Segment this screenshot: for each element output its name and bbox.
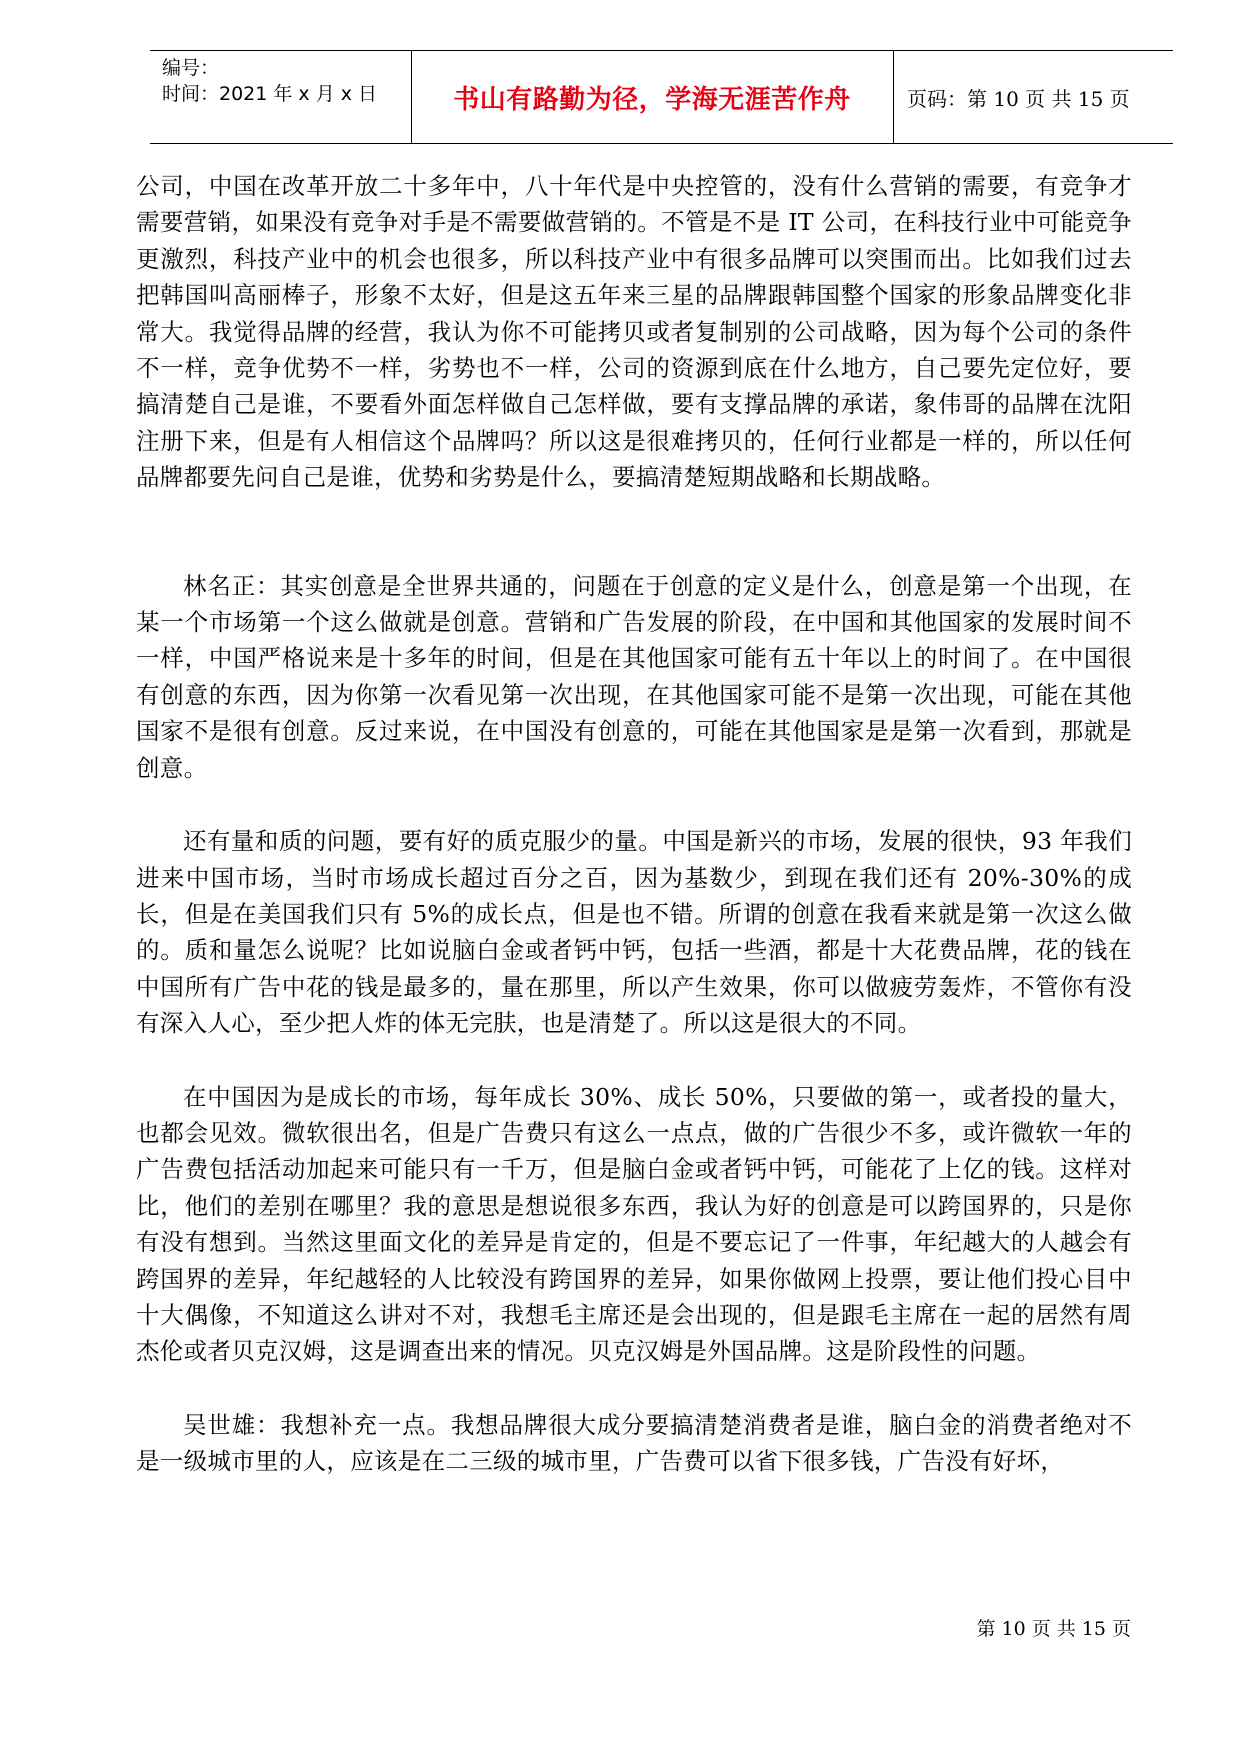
page-footer: 第 10 页 共 15 页 — [976, 1618, 1131, 1640]
body-paragraph-1: 公司，中国在改革开放二十多年中，八十年代是中央控管的，没有什么营销的需要，有竞争才需要营销，如果没有竞争对手是不需要做营销的。不管是不是 IT 公司，在科技行业中可能竞争更激烈，科技产业中的机会也很多，所以科技产业中有很多品牌可以突围而出。比如我们过去把韩国叫高丽棒子，形象不太好，但是这五年来三星的品牌跟韩国整个国家的形象品牌变化非常大。我觉得品牌的经营，我认为你不可能拷贝或者复制别的公司战略，因为每个公司的条件不一样，竞争优势不一样，劣势也不一样，公司的资源到底在什么地方，自己要先定位好，要搞清楚自己是谁，不要看外面怎样做自己怎样做，要有支撑品牌的承诺，象伟哥的品牌在沈阳注册下来，但是有人相信这个品牌吗？所以这是很难拷贝的，任何行业都是一样的，所以任何品牌都要先问自己是谁，优势和劣势是什么，要搞清楚短期战略和长期战略。 — [136, 172, 1132, 492]
page-header — [150, 50, 1173, 144]
body-paragraph-2: 林名正：其实创意是全世界共通的，问题在于创意的定义是什么，创意是第一个出现，在某一个市场第一个这么做就是创意。营销和广告发展的阶段，在中国和其他国家的发展时间不一样，中国严格说来是十多年的时间，但是在其他国家可能有五十年以上的时间了。在中国很有创意的东西，因为你第一次看见第一次出现，在其他国家可能不是第一次出现，可能在其他国家不是很有创意。反过来说，在中国没有创意的，可能在其他国家是是第一次看到，那就是创意。 — [136, 571, 1132, 782]
document-body — [136, 168, 1132, 1480]
paragraph-spacer — [136, 1370, 1132, 1407]
header-divider-right — [893, 51, 894, 143]
document-time-label: 时间：2021 年 x 月 x 日 — [162, 83, 378, 105]
document-number-label: 编号： — [162, 57, 220, 79]
body-paragraph-3: 还有量和质的问题，要有好的质克服少的量。中国是新兴的市场，发展的很快，93 年我们进来中国市场，当时市场成长超过百分之百，因为基数少，到现在我们还有 20%-30%的成长，但是在美国我们只有 5%的成长点，但是也不错。所谓的创意在我看来就是第一次这么做的。质和量怎么说呢？比如说脑白金或者钙中钙，包括一些酒，都是十大花费品牌，花的钱在中国所有广告中花的钱是最多的，量在那里，所以产生效果，你可以做疲劳轰炸，不管你有没有深入人心，至少把人炸的体无完肤，也是清楚了。所以这是很大的不同。 — [136, 827, 1132, 1038]
paragraph-spacer — [136, 1042, 1132, 1079]
header-page-number: 页码：第 10 页 共 15 页 — [907, 86, 1130, 111]
paragraph-spacer — [136, 496, 1132, 568]
header-meta — [162, 55, 377, 107]
header-divider-left — [411, 51, 412, 143]
body-paragraph-5: 吴世雄：我想补充一点。我想品牌很大成分要搞清楚消费者是谁，脑白金的消费者绝对不是一级城市里的人，应该是在二三级的城市里，广告费可以省下很多钱，广告没有好坏， — [136, 1410, 1132, 1476]
paragraph-spacer — [136, 786, 1132, 823]
body-paragraph-4: 在中国因为是成长的市场，每年成长 30%、成长 50%，只要做的第一，或者投的量大，也都会见效。微软很出名，但是广告费只有这么一点点，做的广告很少不多，或许微软一年的广告费包括活动加起来可能只有一千万，但是脑白金或者钙中钙，可能花了上亿的钱。这样对比，他们的差别在哪里？我的意思是想说很多东西，我认为好的创意是可以跨国界的，只是你有没有想到。当然这里面文化的差异是肯定的，但是不要忘记了一件事，年纪越大的人越会有跨国界的差异，年纪越轻的人比较没有跨国界的差异，如果你做网上投票，要让他们投心目中十大偶像，不知道这么讲对不对，我想毛主席还是会出现的，但是跟毛主席在一起的居然有周杰伦或者贝克汉姆，这是调查出来的情况。贝克汉姆是外国品牌。这是阶段性的问题。 — [136, 1082, 1132, 1366]
header-motto: 书山有路勤为径，学海无涯苦作舟 — [453, 84, 851, 115]
